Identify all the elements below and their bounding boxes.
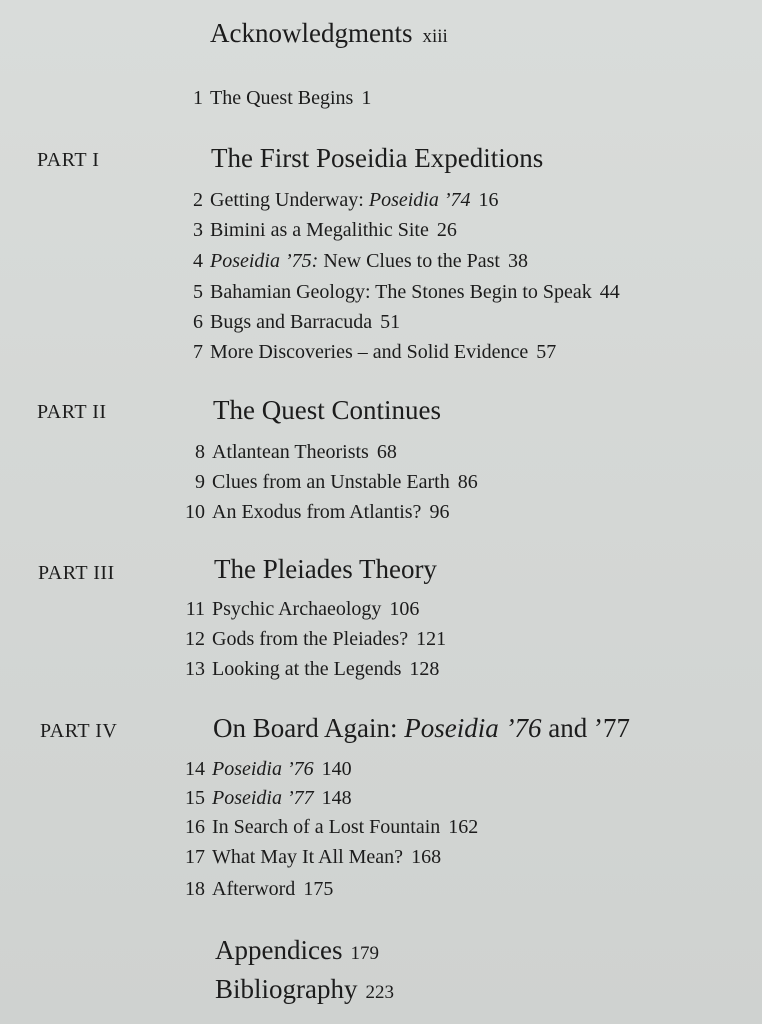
toc-entry-chapter-5[interactable] <box>193 281 620 307</box>
chapter-title: Bahamian Geology: The Stones Begin to Speak <box>210 281 592 303</box>
chapter-page: 96 <box>429 501 450 523</box>
chapter-title: Psychic Archaeology <box>212 598 382 620</box>
chapter-page: 16 <box>478 189 499 211</box>
part-4-title-text: On Board Again: <box>213 713 405 743</box>
toc-entry-chapter-9[interactable] <box>195 471 478 497</box>
toc-entry-chapter-17[interactable] <box>185 846 442 872</box>
part-1-label: PART I <box>37 149 100 171</box>
chapter-number: 3 <box>193 219 203 241</box>
part-1-title[interactable]: The First Poseidia Expeditions <box>211 143 544 173</box>
chapter-page: 140 <box>321 758 352 780</box>
toc-bibliography[interactable] <box>215 974 394 1005</box>
chapter-page: 121 <box>416 628 447 650</box>
chapter-number: 17 <box>185 846 205 868</box>
part-2-title[interactable]: The Quest Continues <box>213 395 441 425</box>
chapter-title: New Clues to the Past <box>318 250 500 272</box>
bibliography-title: Bibliography <box>215 974 358 1004</box>
chapter-title: Gods from the Pleiades? <box>212 628 409 650</box>
chapter-page: 51 <box>380 311 401 333</box>
chapter-number: 15 <box>185 787 205 809</box>
chapter-title: Clues from an Unstable Earth <box>212 471 450 493</box>
chapter-page: 162 <box>448 816 479 838</box>
chapter-page: 26 <box>436 219 457 241</box>
toc-entry-chapter-13[interactable] <box>185 658 440 684</box>
chapter-title: More Discoveries – and Solid Evidence <box>210 341 529 363</box>
chapter-title: An Exodus from Atlantis? <box>212 501 422 523</box>
chapter-number: 13 <box>185 658 205 680</box>
toc-appendices[interactable] <box>215 935 379 966</box>
chapter-title-italic: Poseidia ’74 <box>368 189 471 211</box>
toc-entry-chapter-15[interactable] <box>185 787 352 813</box>
chapter-page: 38 <box>507 250 528 272</box>
chapter-number: 2 <box>193 189 203 211</box>
chapter-title: What May It All Mean? <box>212 846 404 868</box>
toc-entry-chapter-12[interactable] <box>185 628 447 654</box>
chapter-number: 8 <box>195 441 205 463</box>
part-3-label: PART III <box>38 562 115 584</box>
part-4-title-tail: and ’77 <box>541 713 630 743</box>
toc-entry-chapter-8[interactable] <box>195 441 397 467</box>
toc-entry-chapter-6[interactable] <box>193 311 401 337</box>
toc-entry-chapter-16[interactable] <box>185 816 479 842</box>
chapter-page: 128 <box>409 658 440 680</box>
chapter-title-italic: Poseidia ’77 <box>212 787 314 809</box>
part-4-title-italic: Poseidia ’76 <box>404 713 542 743</box>
chapter-number: 11 <box>185 598 205 620</box>
chapter-number: 16 <box>185 816 205 838</box>
toc-entry-chapter-3[interactable] <box>193 219 457 245</box>
chapter-page: 175 <box>303 878 334 900</box>
part-2-label: PART II <box>37 401 107 423</box>
toc-entry-chapter-14[interactable] <box>185 758 352 784</box>
toc-entry-chapter-7[interactable] <box>193 341 557 367</box>
chapter-page: 86 <box>457 471 478 493</box>
toc-entry-chapter-4[interactable] <box>193 250 528 276</box>
chapter-number: 6 <box>193 311 203 333</box>
bibliography-page: 223 <box>365 982 394 1003</box>
chapter-title: Atlantean Theorists <box>212 441 369 463</box>
chapter-page: 1 <box>361 87 372 109</box>
chapter-title: Bugs and Barracuda <box>210 311 373 333</box>
chapter-page: 148 <box>321 787 352 809</box>
chapter-page: 57 <box>536 341 557 363</box>
chapter-number: 18 <box>185 878 205 900</box>
chapter-number: 10 <box>185 501 205 523</box>
toc-entry-chapter-18[interactable] <box>185 878 334 904</box>
chapter-title: The Quest Begins <box>210 87 354 109</box>
chapter-number: 1 <box>193 87 203 109</box>
acknowledgments-title: Acknowledgments <box>210 18 413 48</box>
part-4-label: PART IV <box>40 720 118 742</box>
chapter-page: 106 <box>389 598 420 620</box>
chapter-title-italic: Poseidia ’75: <box>210 250 319 272</box>
chapter-title: In Search of a Lost Fountain <box>212 816 441 838</box>
chapter-number: 14 <box>185 758 205 780</box>
chapter-page: 168 <box>411 846 442 868</box>
chapter-page: 44 <box>599 281 620 303</box>
chapter-title: Bimini as a Megalithic Site <box>210 219 429 241</box>
acknowledgments-page: xiii <box>422 26 448 47</box>
chapter-page: 68 <box>376 441 397 463</box>
toc-entry-chapter-2[interactable] <box>193 189 499 215</box>
chapter-title: Afterword <box>212 878 296 900</box>
chapter-number: 9 <box>195 471 205 493</box>
chapter-title: Getting Underway: <box>210 189 369 211</box>
appendices-page: 179 <box>350 943 379 964</box>
toc-entry-chapter-11[interactable] <box>185 598 420 624</box>
appendices-title: Appendices <box>215 935 343 965</box>
toc-entry-chapter-1[interactable] <box>193 87 372 113</box>
chapter-title-italic: Poseidia ’76 <box>212 758 314 780</box>
chapter-number: 12 <box>185 628 205 650</box>
chapter-title: Looking at the Legends <box>212 658 402 680</box>
chapter-number: 4 <box>193 250 203 272</box>
toc-entry-chapter-10[interactable] <box>185 501 450 527</box>
chapter-number: 7 <box>193 341 203 363</box>
part-3-title[interactable]: The Pleiades Theory <box>214 554 437 584</box>
chapter-number: 5 <box>193 281 203 303</box>
part-4-title[interactable] <box>213 713 630 744</box>
toc-acknowledgments[interactable] <box>210 18 448 49</box>
